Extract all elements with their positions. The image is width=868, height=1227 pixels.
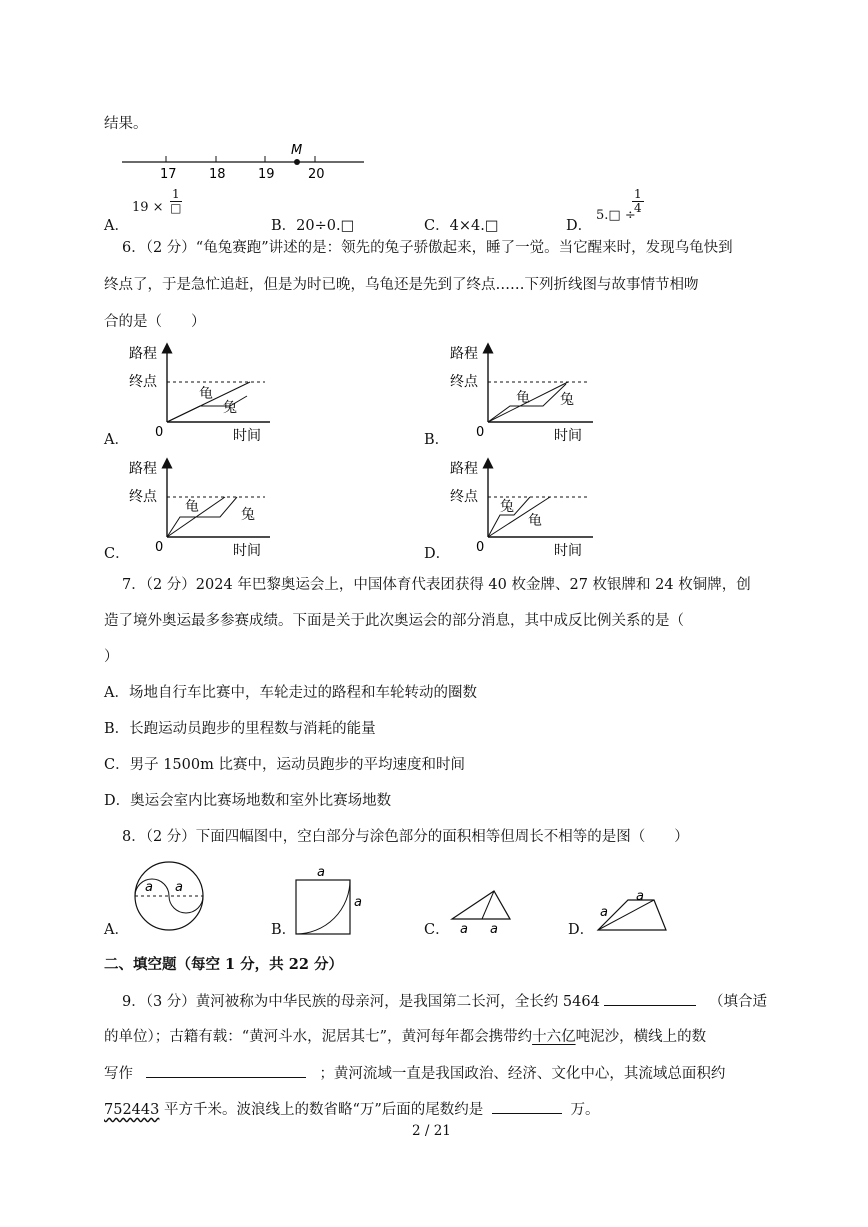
tick-18: 18 [209, 167, 226, 182]
svg-text:a: a [354, 895, 362, 910]
q9-blank-1[interactable] [604, 991, 696, 1006]
q8-option-a-label[interactable]: A． [104, 922, 129, 938]
svg-text:0: 0 [155, 540, 164, 555]
q8-figure-b[interactable] [292, 862, 372, 940]
svg-text:时间: 时间 [233, 428, 261, 444]
svg-text:a: a [600, 905, 608, 920]
svg-text:时间: 时间 [554, 428, 582, 444]
svg-text:兔: 兔 [223, 400, 237, 416]
q7-text-3: ） [104, 649, 119, 665]
tick-19: 19 [258, 167, 275, 182]
svg-text:a: a [636, 890, 644, 904]
number-line [120, 140, 370, 182]
q8-figure-d[interactable] [592, 890, 676, 938]
svg-text:终点: 终点 [129, 489, 157, 505]
q7-option-d[interactable]: D．奥运会室内比赛场地数和室外比赛场地数 [104, 793, 392, 809]
svg-text:0: 0 [476, 540, 485, 555]
svg-text:龟: 龟 [185, 499, 199, 515]
q6-graph-c[interactable] [125, 455, 285, 560]
tick-20: 20 [308, 167, 325, 182]
q6-graph-b[interactable] [448, 340, 608, 445]
svg-text:终点: 终点 [450, 489, 478, 505]
svg-text:a: a [490, 922, 498, 935]
q5-option-b[interactable]: B．20÷0.□ [271, 218, 355, 234]
svg-text:0: 0 [155, 425, 164, 440]
svg-text:a: a [460, 922, 468, 935]
q7-option-b[interactable]: B．长跑运动员跑步的里程数与消耗的能量 [104, 721, 376, 737]
svg-text:终点: 终点 [450, 374, 478, 390]
svg-text:龟: 龟 [528, 513, 542, 529]
q9-line-1: 9．（3 分）黄河被称为中华民族的母亲河，是我国第二长河，全长约 5464 （填合适 [122, 991, 767, 1012]
q9-line-3: 写作 ；黄河流域一直是我国政治、经济、文化中心，其流域总面积约 [104, 1063, 725, 1084]
svg-text:0: 0 [476, 425, 485, 440]
svg-text:路程: 路程 [450, 461, 478, 477]
q6-option-a-label[interactable]: A． [104, 432, 129, 448]
svg-text:兔: 兔 [560, 392, 574, 408]
svg-text:a: a [317, 865, 325, 880]
svg-text:a: a [175, 880, 183, 895]
point-m [294, 159, 300, 165]
svg-text:路程: 路程 [129, 346, 157, 362]
point-m-label: M [291, 143, 303, 158]
q7-text-1: 7．（2 分）2024 年巴黎奥运会上，中国体育代表团获得 40 枚金牌、27 枚银牌和 24 枚铜牌，创 [122, 577, 751, 593]
q9-line-4: 752443 平方千米。波浪线上的数省略“万”后面的尾数约是 万。 [104, 1099, 600, 1120]
svg-text:时间: 时间 [554, 543, 582, 559]
svg-text:路程: 路程 [450, 346, 478, 362]
svg-text:龟: 龟 [516, 390, 530, 406]
svg-text:a: a [145, 880, 153, 895]
q6-text-1: 6．（2 分）“龟兔赛跑”讲述的是：领先的兔子骄傲起来，睡了一觉。当它醒来时，发现乌龟快到 [122, 240, 733, 256]
q7-option-c[interactable]: C．男子 1500m 比赛中，运动员跑步的平均速度和时间 [104, 757, 465, 773]
tick-17: 17 [160, 167, 177, 182]
svg-text:终点: 终点 [129, 374, 157, 390]
q6-graph-a[interactable] [125, 340, 285, 445]
q9-line-2: 的单位）；古籍有载：“黄河斗水，泥居其七”，黄河每年都会携带约十六亿吨泥沙，横线上的数 [104, 1029, 707, 1045]
svg-text:龟: 龟 [199, 386, 213, 402]
svg-text:兔: 兔 [500, 499, 514, 515]
section-2-title: 二、填空题（每空 1 分，共 22 分） [104, 956, 343, 973]
q8-option-d-label[interactable]: D． [568, 922, 595, 938]
q8-figure-c[interactable] [446, 885, 526, 935]
svg-text:时间: 时间 [233, 543, 261, 559]
svg-text:路程: 路程 [129, 461, 157, 477]
q8-figure-a[interactable] [125, 858, 215, 938]
q6-option-c-label[interactable]: C． [104, 546, 130, 562]
svg-text:兔: 兔 [241, 507, 255, 523]
q8-text: 8．（2 分）下面四幅图中，空白部分与涂色部分的面积相等但周长不相等的是图（ ） [122, 829, 689, 845]
q7-option-a[interactable]: A．场地自行车比赛中，车轮走过的路程和车轮转动的圈数 [104, 685, 477, 701]
q6-option-b-label[interactable]: B． [424, 432, 450, 448]
continued-text: 结果。 [104, 116, 148, 132]
q6-graph-d[interactable] [448, 455, 608, 560]
q6-text-2: 终点了，于是急忙追赶，但是为时已晚，乌龟还是先到了终点……下列折线图与故事情节相吻 [104, 277, 699, 293]
q9-blank-3[interactable] [492, 1099, 562, 1114]
q7-text-2: 造了境外奥运最多参赛成绩。下面是关于此次奥运会的部分消息，其中成反比例关系的是（ [104, 613, 684, 629]
page-number: 2 / 21 [412, 1123, 451, 1139]
q5-option-c[interactable]: C．4×4.□ [424, 218, 499, 234]
q8-option-b-label[interactable]: B． [271, 922, 297, 938]
q6-text-3: 合的是（ ） [104, 314, 206, 330]
q9-blank-2[interactable] [146, 1063, 306, 1078]
q8-option-c-label[interactable]: C． [424, 922, 450, 938]
q6-option-d-label[interactable]: D． [424, 546, 451, 562]
